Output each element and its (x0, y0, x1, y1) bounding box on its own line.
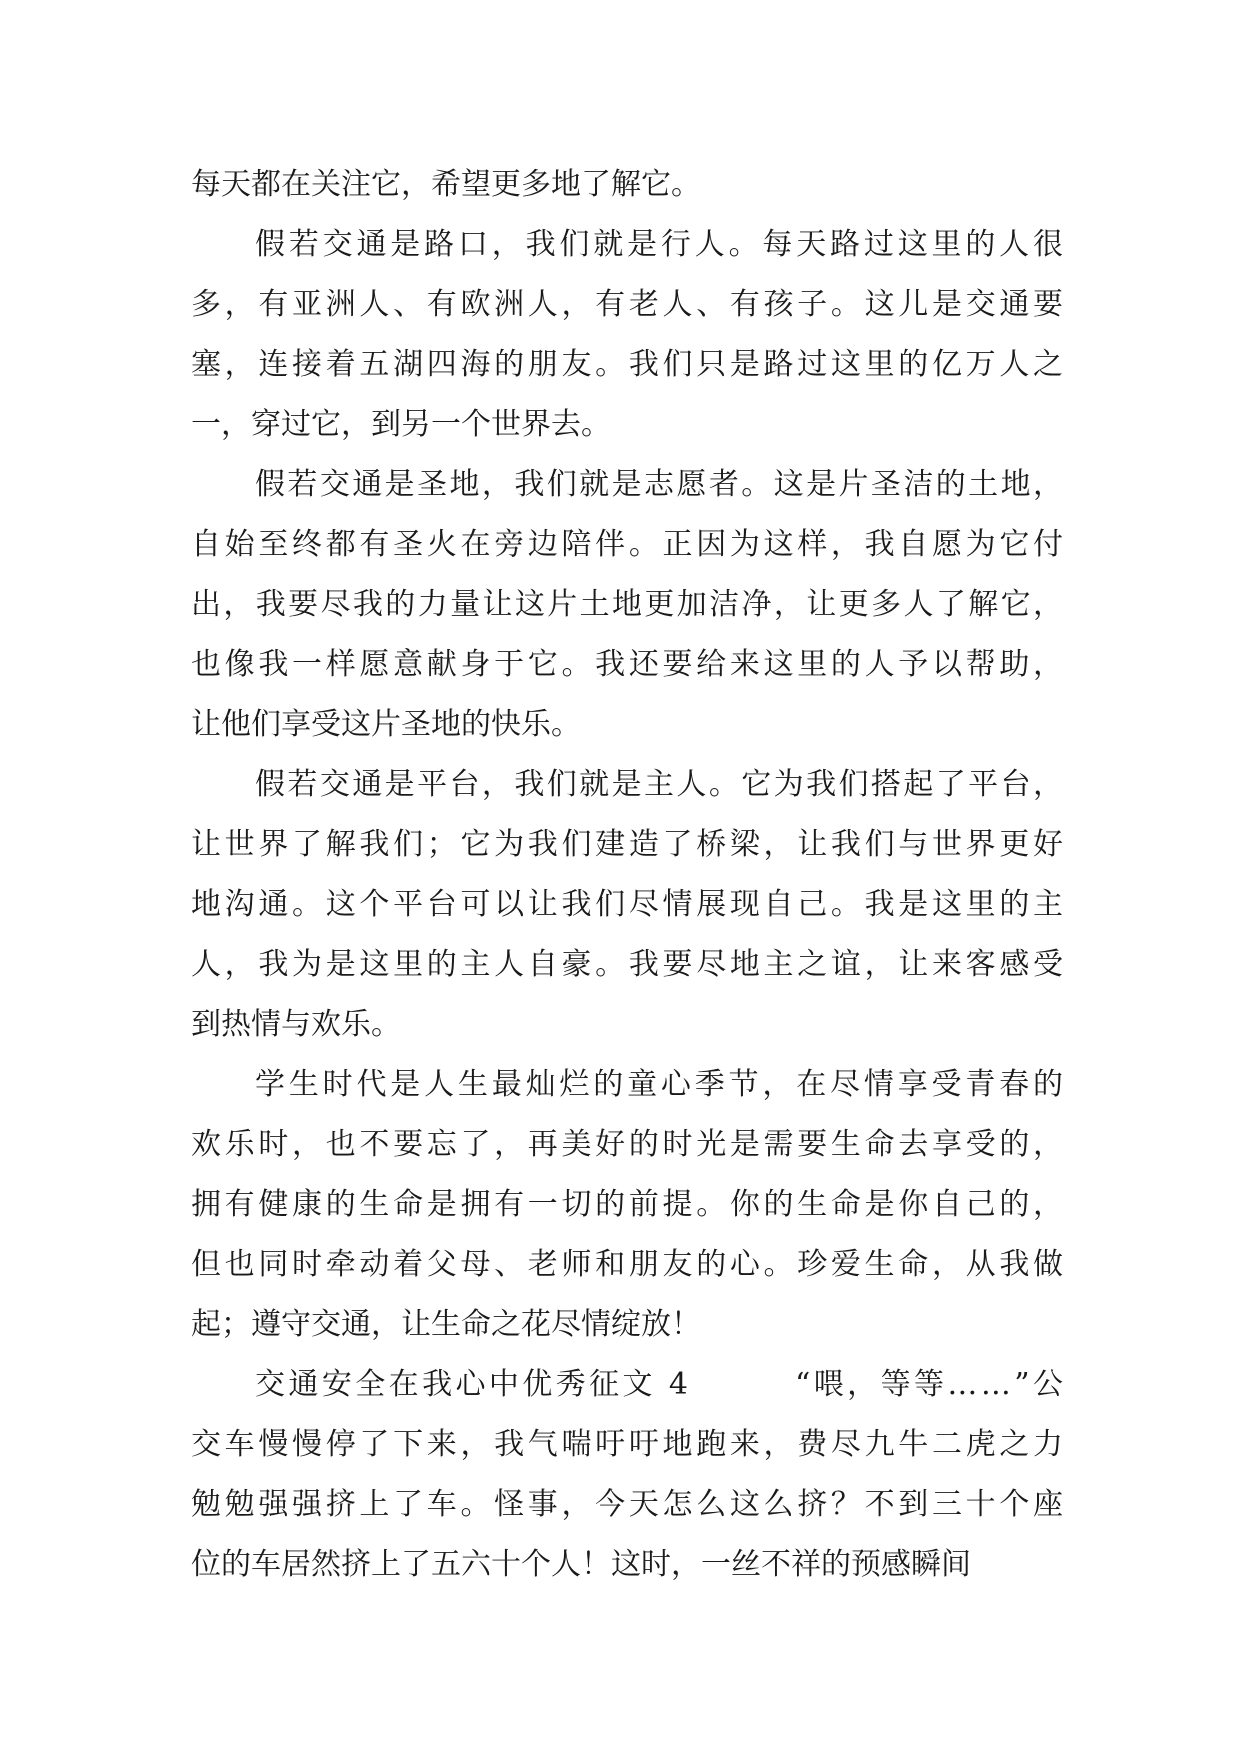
text-line: 人，我为是这里的主人自豪。我要尽地主之谊，让来客感受 (191, 947, 1067, 982)
text-line: 也像我一样愿意献身于它。我还要给来这里的人予以帮助， (191, 647, 1067, 682)
text-line: 勉勉强强挤上了车。怪事，今天怎么这么挤？不到三十个座 (191, 1487, 1067, 1522)
text-line: 位的车居然挤上了五六十个人！这时，一丝不祥的预感瞬间 (191, 1547, 971, 1582)
text-line: 让世界了解我们；它为我们建造了桥梁，让我们与世界更好 (191, 827, 1067, 862)
text-line: 交通安全在我心中优秀征文 4 “喂，等等……”公 (255, 1367, 1067, 1402)
text-line: 拥有健康的生命是拥有一切的前提。你的生命是你自己的， (191, 1187, 1067, 1222)
text-line: 多，有亚洲人、有欧洲人，有老人、有孩子。这儿是交通要 (191, 287, 1067, 322)
text-line: 出，我要尽我的力量让这片土地更加洁净，让更多人了解它， (191, 587, 1066, 622)
text-line: 起；遵守交通，让生命之花尽情绽放！ (191, 1307, 701, 1342)
text-line: 让他们享受这片圣地的快乐。 (191, 707, 581, 742)
text-line: 交车慢慢停了下来，我气喘吁吁地跑来，费尽九牛二虎之力 (191, 1427, 1067, 1462)
text-line: 假若交通是路口，我们就是行人。每天路过这里的人很 (255, 227, 1067, 262)
text-line: 每天都在关注它，希望更多地了解它。 (191, 167, 701, 202)
text-line: 地沟通。这个平台可以让我们尽情展现自己。我是这里的主 (191, 887, 1067, 922)
text-line: 塞，连接着五湖四海的朋友。我们只是路过这里的亿万人之 (191, 347, 1067, 382)
text-line: 假若交通是平台，我们就是主人。它为我们搭起了平台， (255, 767, 1066, 802)
text-line: 假若交通是圣地，我们就是志愿者。这是片圣洁的土地， (255, 467, 1066, 502)
text-line: 欢乐时，也不要忘了，再美好的时光是需要生命去享受的， (191, 1127, 1067, 1162)
text-line: 自始至终都有圣火在旁边陪伴。正因为这样，我自愿为它付 (191, 527, 1067, 562)
body-text (191, 155, 1071, 1595)
text-line: 但也同时牵动着父母、老师和朋友的心。珍爱生命，从我做 (191, 1247, 1067, 1282)
text-line: 学生时代是人生最灿烂的童心季节，在尽情享受青春的 (255, 1067, 1067, 1102)
text-line: 一，穿过它，到另一个世界去。 (191, 407, 611, 442)
text-line: 到热情与欢乐。 (191, 1007, 401, 1042)
